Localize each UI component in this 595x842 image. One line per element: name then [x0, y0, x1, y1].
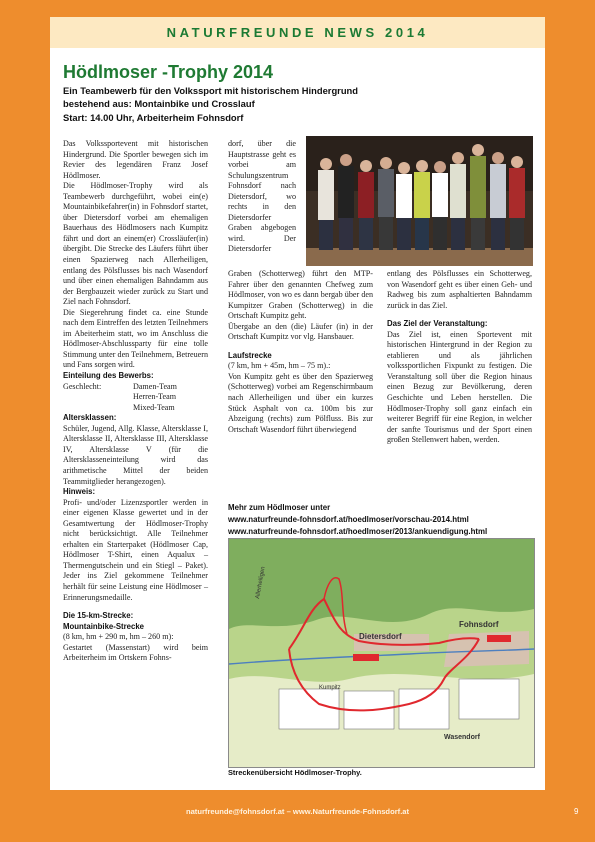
map-label-kumpitz: Kumpitz — [319, 685, 341, 691]
ziel-heading: Das Ziel der Veranstaltung: — [387, 319, 488, 329]
einteilung-heading: Einteilung des Bewerbs: — [63, 371, 154, 381]
link-vorschau[interactable]: www.naturfreunde-fohnsdorf.at/hoedlmoser/vorschau-2014.html — [228, 515, 469, 524]
laufstrecke-continued: entlang des Pölsflusses ein Schotterweg, von Wasendorf geht es über einen Geh- und Radweg bis zum asphaltierten Bahndamm zurück in das Ziel. — [387, 269, 532, 310]
column-2 — [228, 269, 373, 435]
siegerehrung-paragraph: Die Siegerehrung findet ca. eine Stunde nach dem Eintreffen des letzten Teilnehmers im Abeiterheim statt, wo im Anschluss die Hödlmoser-Abschlussparty für eine tolle Stimmung unter den Teilnehmern, Betreuern und Fans sorgen wird. — [63, 307, 208, 370]
geschlecht-row — [63, 403, 208, 414]
mtb-route-text: Graben (Schotterweg) führt den MTP-Fahrer über den genannten Chefweg zum Hödlmoser, von wo es dann bergab über den Kumpitzer Graben (Schotterweg) in die Ortschaft Kumpitz geht. — [228, 269, 373, 321]
link-ankuendigung[interactable]: www.naturfreunde-fohnsdorf.at/hoedlmoser/2013/ankuendigung.html — [228, 527, 488, 536]
photo-illustration — [306, 136, 533, 266]
teambewerb-paragraph: Die Hödlmoser-Trophy wird als Teambewerb durchgeführt, wobei ein(e) Mountainbikefahrer(in) in Fohnsdorf startet, über Dietersdorf vorbei am ehemaligen Bauerhaus des Hödlmosers nach Kumpitz fährt und dort an einem(er) Crossläufer(in) übergibt. Die Strecke des Läufers führt über einen Spazierweg nach Allerheiligen, entlang des Pölsflusses bis nach Wasendorf und über einen ehemaligen Bahndamm aus der Bergbauzeit wieder zurück zu Start und Ziel nach Fohnsdorf. — [63, 181, 208, 307]
map-caption: Streckenübersicht Hödlmoser-Trophy. — [228, 768, 362, 777]
mtb-heading: Mountainbike-Strecke — [63, 621, 145, 631]
laufstrecke-heading: Laufstrecke — [228, 350, 272, 360]
hinweis-text: Profi- und/oder Lizenzsportler werden in einer eigenen Klasse gewertet und in der Gesamtwertung der Hödlmoser-Trophy nicht berücksichtigt. Alle Teilnehmer erhalten ein Starterpaket (Hödlmoser Cap, Hödlmoser T-Shirt, einen Aqualux – Thermengutschein und ein Stiegl – Paket). Jeder ins Ziel gekommene Teilnehmer herhält für seine Leistung eine Hödlmoser – Erinnerungsmedaille. — [63, 497, 208, 602]
geschlecht-row — [63, 382, 208, 393]
map-label-dietersdorf: Dietersdorf — [359, 632, 402, 641]
links-heading: Mehr zum Hödlmoser unter — [228, 503, 331, 512]
geschlecht-row — [63, 392, 208, 403]
article-subtitle — [63, 84, 533, 124]
column-3 — [387, 269, 532, 446]
altersklassen-heading: Altersklassen: — [63, 413, 117, 423]
subtitle-line-3: Start: 14.00 Uhr, Arbeiterheim Fohnsdorf — [63, 111, 244, 123]
subtitle-line-1: Ein Teambewerb für den Volkssport mit historischem Hindergrund — [63, 85, 359, 96]
links-block — [228, 502, 533, 538]
intro-paragraph: Das Volkssportevent mit historischen Hindergrund. Die Sportler bewegen sich im Revier des legendären Franz Josef Hödlmoser. — [63, 139, 208, 180]
laufstrecke-text: Von Kumpitz geht es über den Spazierweg (Schotterweg) vorbei am Regenschirmbaum nach Allerheiligen und über ein kurzes Stück Asphalt von ca. 100m bis zur Abzeigung (rechts) zum Pölfluss. Bis zur Ortschaft Wasendorf führt überwiegend — [228, 371, 373, 434]
route-map — [228, 538, 535, 768]
page-number: 9 — [574, 807, 579, 816]
article-title: Hödlmoser -Trophy 2014 — [63, 62, 274, 82]
map-label-fohnsdorf: Fohnsdorf — [459, 620, 499, 629]
team-photo — [306, 136, 533, 266]
map-label-allerheiligen: Allerheiligen — [255, 566, 267, 600]
geschlecht-value-3: Mixed-Team — [133, 402, 175, 412]
laufstrecke-specs: (7 km, hm + 45m, hm – 75 m).: — [228, 361, 331, 371]
altersklassen-text: Schüler, Jugend, Allg. Klasse, Altersklasse I, Altersklasse II, Altersklasse III, Altersklasse IV, Altersklasse V (für die Altersklasseneinteilung wird das arithmetische Mittel der beiden Teammitglieder herangezogen). — [63, 423, 208, 486]
column-1 — [63, 139, 208, 664]
uebergabe-text: Übergabe an den (die) Läufer (in) in der Ortschaft Kumpitz vor vlg. Hansbauer. — [228, 321, 373, 342]
subtitle-line-2: bestehend aus: Montainbike und Crosslauf — [63, 98, 255, 110]
strecke-heading: Die 15-km-Strecke: — [63, 611, 134, 621]
route-narrow-text: dorf, über die Hauptstrasse geht es vorbei am Schulungszentrum Fohnsdorf nach Dietersdorf, wo rechts in den Dietersdorfer Graben abgebogen wird. Der Dietersdorfer — [228, 139, 296, 254]
ziel-text: Das Ziel ist, einen Sportevent mit historischen Hintergrund in der Region zu etablieren und als jährlichen volkssportlichen Fixpunkt zu festigen. Die Veranstaltung soll über die Region hinaus einen Bezug zur Bevölkerung, deren Geschichte und Leben herstellen. Die Hödlmoser-Trophy soll ganz einfach ein weiterer Begriff für eine Region, in welcher der sanfte Tourismus und der Sport einen großen Stellenwert haben, werden. — [387, 329, 532, 445]
geschlecht-value-2: Herren-Team — [133, 392, 177, 402]
newsletter-banner — [50, 17, 545, 48]
banner-title: NATURFREUNDE NEWS 2014 — [166, 25, 429, 40]
map-label-wasendorf: Wasendorf — [444, 734, 480, 741]
hinweis-heading: Hinweis: — [63, 487, 96, 497]
mtb-text: Gestartet (Massenstart) wird beim Arbeiterheim im Ortskern Fohns- — [63, 642, 208, 663]
footer-contact: naturfreunde@fohnsdorf.at – www.Naturfreunde-Fohnsdorf.at — [185, 807, 410, 816]
geschlecht-label: Geschlecht: — [63, 381, 102, 391]
map-illustration — [229, 539, 534, 767]
column-2-narrow — [228, 139, 296, 255]
geschlecht-value-1: Damen-Team — [133, 381, 177, 391]
mtb-specs: (8 km, hm + 290 m, hm – 260 m): — [63, 632, 174, 642]
